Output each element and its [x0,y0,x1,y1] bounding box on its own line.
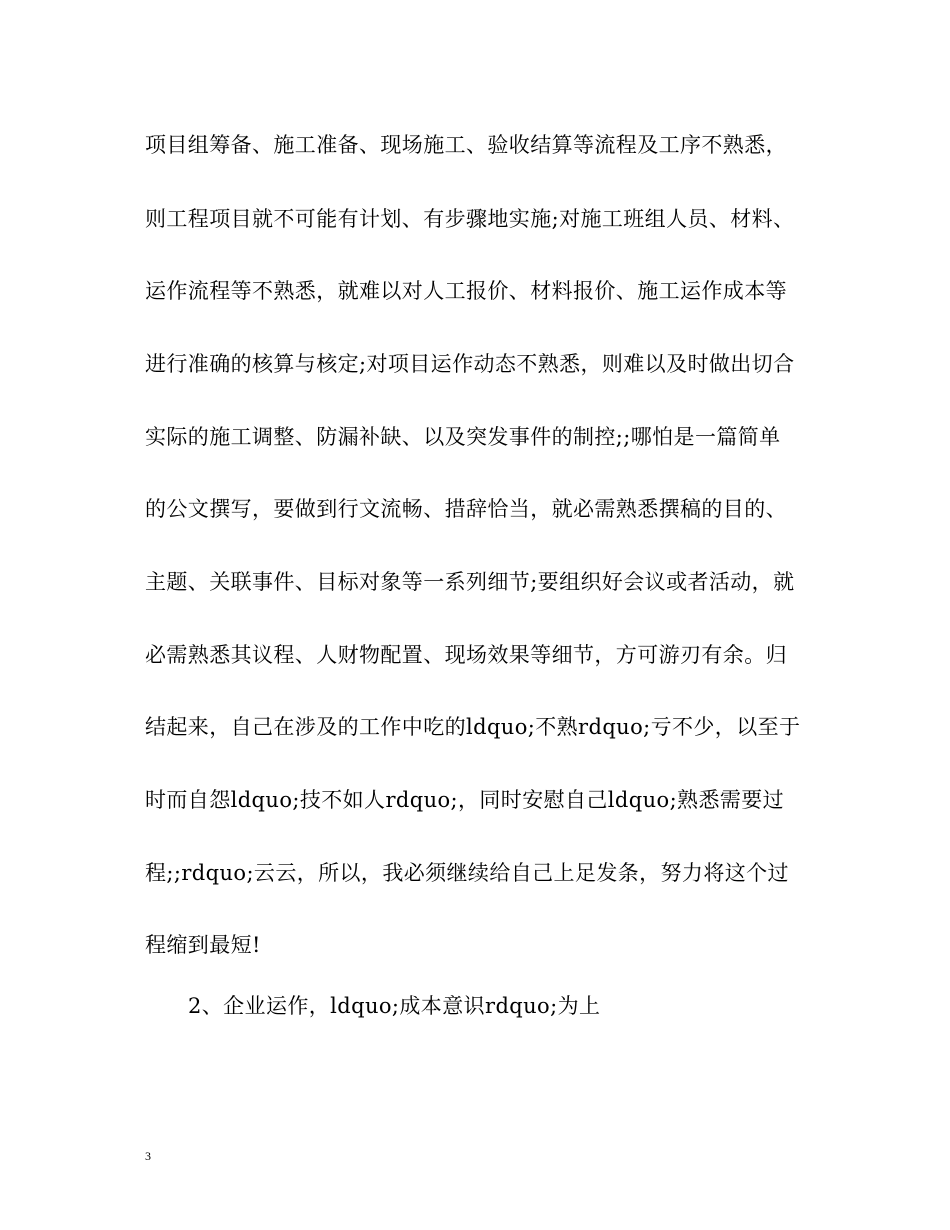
section-heading: 2、企业运作，ldquo;成本意识rdquo;为上 [188,994,601,1018]
body-text-line: 项目组筹备、施工准备、现场施工、验收结算等流程及工序不熟悉， [145,133,787,157]
body-text-line: 运作流程等不熟悉，就难以对人工报价、材料报价、施工运作成本等 [145,279,787,303]
body-text-line: 程;;rdquo;云云，所以，我必须继续给自己上足发条，努力将这个过 [145,861,789,885]
body-text-line: 时而自怨ldquo;技不如人rdquo;，同时安慰自己ldquo;熟悉需要过 [145,788,785,812]
body-text-line: 程缩到最短! [145,933,261,957]
body-text-line: 必需熟悉其议程、人财物配置、现场效果等细节，方可游刃有余。归 [145,643,787,667]
page-number: 3 [145,1149,151,1163]
body-text-line: 则工程项目就不可能有计划、有步骤地实施;对施工班组人员、材料、 [145,207,795,231]
body-text-line: 实际的施工调整、防漏补缺、以及突发事件的制控;;哪怕是一篇简单 [145,425,781,449]
body-text-line: 主题、关联事件、目标对象等一系列细节;要组织好会议或者活动，就 [145,570,795,594]
body-text-line: 进行准确的核算与核定;对项目运作动态不熟悉，则难以及时做出切合 [145,352,795,376]
body-text-line: 结起来，自己在涉及的工作中吃的ldquo;不熟rdquo;亏不少，以至于 [145,715,801,739]
body-text-line: 的公文撰写，要做到行文流畅、措辞恰当，就必需熟悉撰稿的目的、 [145,497,787,521]
